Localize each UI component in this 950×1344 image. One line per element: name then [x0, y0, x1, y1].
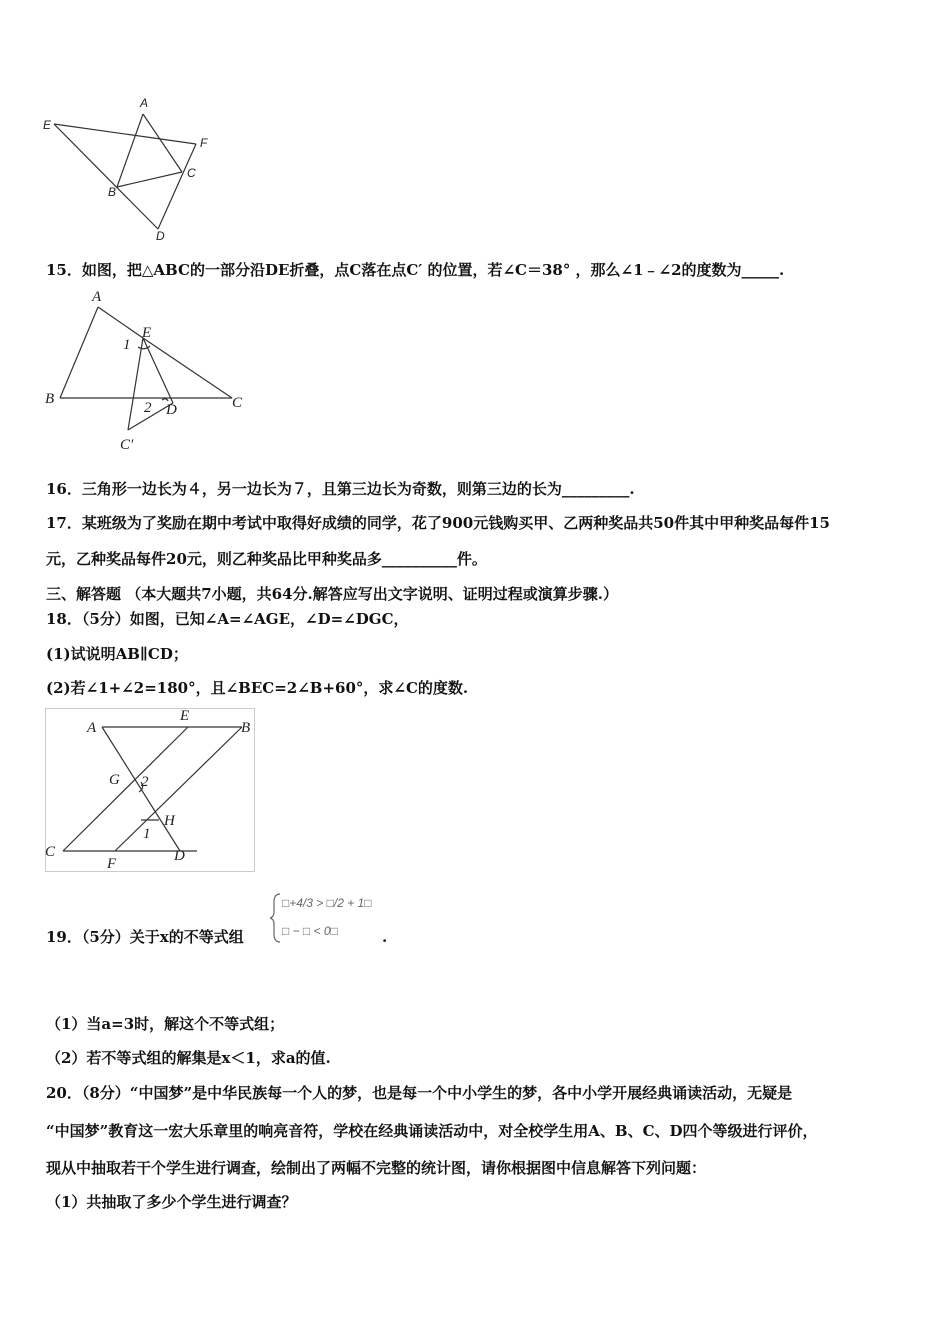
label-A: A: [140, 96, 149, 110]
label-D: D: [174, 848, 185, 864]
question-18-part1: (1)试说明AB∥CD；: [46, 645, 188, 663]
label-C: C: [187, 166, 196, 180]
label-F: F: [107, 856, 117, 872]
question-19-part1: （1）当a=3时，解这个不等式组；: [46, 1015, 285, 1033]
question-18-stem: 18．（5分）如图，已知∠A=∠AGE，∠D=∠DGC，: [46, 610, 409, 628]
label-A: A: [87, 720, 97, 736]
label-C: C: [45, 844, 56, 860]
question-17-line2: 元，乙种奖品每件20元，则乙种奖品比甲种奖品多__________件。: [46, 550, 487, 568]
label-B: B: [45, 391, 55, 407]
inequality-line1: □+4/3 > □/2 + 1□: [282, 896, 372, 910]
question-19-end: .: [382, 928, 388, 946]
question-17-line1: 17．某班级为了奖励在期中考试中取得好成绩的同学，花了900元钱购买甲、乙两种奖品共50件其中甲种奖品每件15: [46, 514, 830, 532]
label-2: 2: [144, 400, 152, 416]
question-15: 15．如图，把△ABC的一部分沿DE折叠，点C落在点C′ 的位置，若∠C＝38° ，那么∠1﹣∠2的度数为_____.: [46, 261, 785, 279]
label-E: E: [43, 118, 52, 132]
label-F: F: [200, 136, 208, 150]
question-16: 16．三角形一边长为４，另一边长为７，且第三边长为奇数，则第三边的长为_________.: [46, 480, 635, 498]
label-D: D: [156, 229, 165, 243]
figure-q15: [40, 285, 250, 455]
label-B: B: [108, 185, 117, 199]
label-1: 1: [123, 337, 131, 353]
question-20-part1: （1）共抽取了多少个学生进行调查？: [46, 1193, 297, 1211]
label-H: H: [164, 813, 175, 829]
label-B: B: [241, 720, 251, 736]
figure-q18: [45, 708, 257, 874]
question-19-part2: （2）若不等式组的解集是x＜1，求a的值.: [46, 1049, 331, 1067]
label-E: E: [180, 708, 190, 724]
figure-q14: [40, 94, 220, 244]
label-1: 1: [143, 826, 151, 842]
inequality-line2: □ − □ < 0□: [282, 924, 338, 938]
question-19-stem: 19．（5分）关于x的不等式组: [46, 928, 244, 946]
label-D: D: [166, 402, 177, 418]
question-18-part2: (2)若∠1+∠2=180°，且∠BEC=2∠B+60°，求∠C的度数.: [46, 679, 469, 697]
label-A: A: [92, 289, 102, 305]
label-C: C: [232, 395, 243, 411]
label-G: G: [109, 772, 120, 788]
question-20-line2: “中国梦”教育这一宏大乐章里的响亮音符，学校在经典诵读活动中，对全校学生用A、B、C、D四个等级进行评价，: [46, 1122, 818, 1140]
label-C-prime: C′: [120, 437, 134, 453]
label-2: 2: [141, 774, 149, 790]
label-E: E: [142, 325, 152, 341]
section-3-heading: 三、解答题 （本大题共7小题，共64分.解答应写出文字说明、证明过程或演算步骤.）: [46, 585, 618, 603]
question-20-line3: 现从中抽取若干个学生进行调查，绘制出了两幅不完整的统计图，请你根据图中信息解答下列问题：: [46, 1159, 707, 1177]
question-20-line1: 20．（8分）“中国梦”是中华民族每一个人的梦，也是每一个中小学生的梦，各中小学开展经典诵读活动，无疑是: [46, 1084, 793, 1102]
